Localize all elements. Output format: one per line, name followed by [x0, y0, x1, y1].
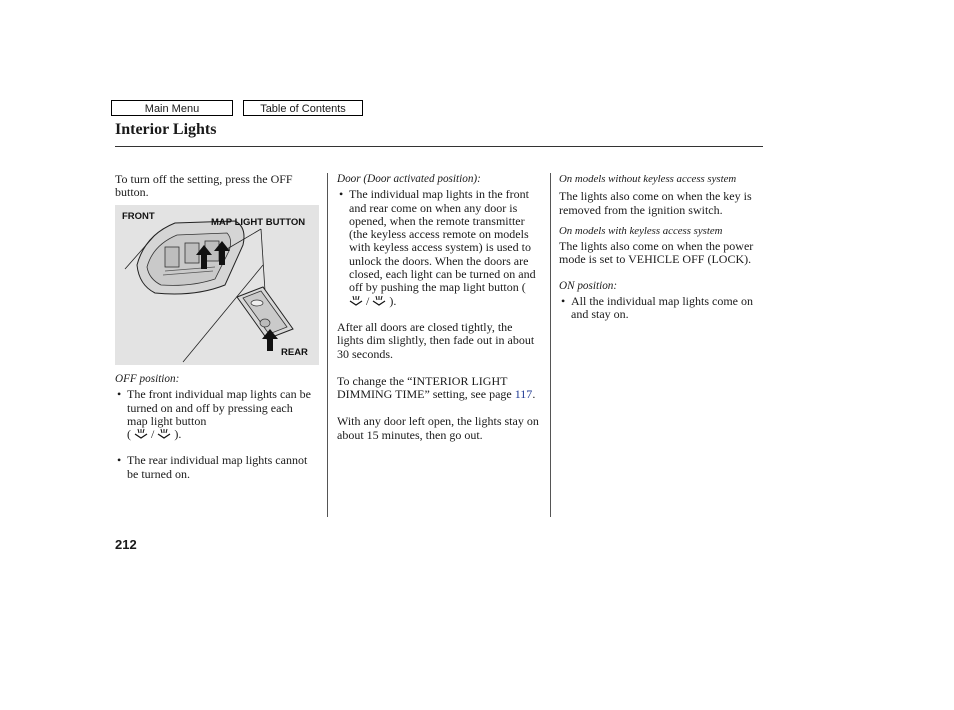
without-keyless-text: The lights also come on when the key is removed from the ignition switch.: [559, 189, 752, 217]
with-keyless-heading: On models with keyless access system: [559, 224, 723, 237]
console-drawing: [115, 205, 319, 365]
map-light-icon: [372, 295, 386, 307]
dim-text: After all doors are closed tightly, the lights dim slightly, then fade out in about 30 seconds.: [337, 319, 535, 361]
front-label: FRONT: [122, 211, 155, 222]
map-light-icon: [157, 428, 171, 440]
map-light-icon: [349, 295, 363, 307]
on-bullet-1: • All the individual map lights come on and stay on.: [559, 295, 763, 322]
page-title: Interior Lights: [115, 121, 217, 138]
map-light-button-label: MAP LIGHT BUTTON: [211, 217, 306, 228]
map-light-illustration: [115, 205, 319, 365]
table-of-contents-button[interactable]: Table of Contents: [243, 100, 363, 116]
column-2: [337, 173, 542, 442]
with-keyless-text: The lights also come on when the power mode is set to VEHICLE OFF (LOCK).: [559, 239, 754, 267]
column-3: [559, 173, 763, 322]
door-position-heading: Door (Door activated position):: [337, 173, 481, 185]
off-bullet-2: • The rear individual map lights cannot be turned on.: [115, 454, 315, 481]
column-1: [115, 173, 315, 200]
main-menu-button[interactable]: Main Menu: [111, 100, 233, 116]
without-keyless-heading: On models without keyless access system: [559, 173, 737, 185]
column-divider-1: [327, 173, 328, 517]
off-bullet-1: • The front individual map lights can be turned on and off by pressing each map light button ( / ).: [115, 388, 315, 441]
door-bullet-1: • The individual map lights in the front and rear come on when any door is opened, when the remote transmitter (the keyless access remote on models with keyless access system) is used to unlock the doors. When the doors are closed, each light can be turned on and off by pushing the map light button ( / ).: [337, 188, 542, 308]
intro-text: To turn off the setting, press the OFF button.: [115, 172, 293, 200]
change-setting-text: To change the “INTERIOR LIGHT DIMMING TIME” setting, see page 117.: [337, 373, 536, 402]
page-number: 212: [115, 537, 137, 552]
on-position-heading: ON position:: [559, 279, 618, 292]
title-divider: [115, 146, 763, 147]
column-divider-2: [550, 173, 551, 517]
page-link[interactable]: 117: [514, 387, 533, 402]
door-open-text: With any door left open, the lights stay on about 15 minutes, then go out.: [337, 414, 539, 442]
rear-label: REAR: [281, 347, 308, 358]
off-position-heading: OFF position:: [115, 373, 180, 385]
map-light-icon: [134, 428, 148, 440]
off-position-section: [115, 373, 315, 481]
